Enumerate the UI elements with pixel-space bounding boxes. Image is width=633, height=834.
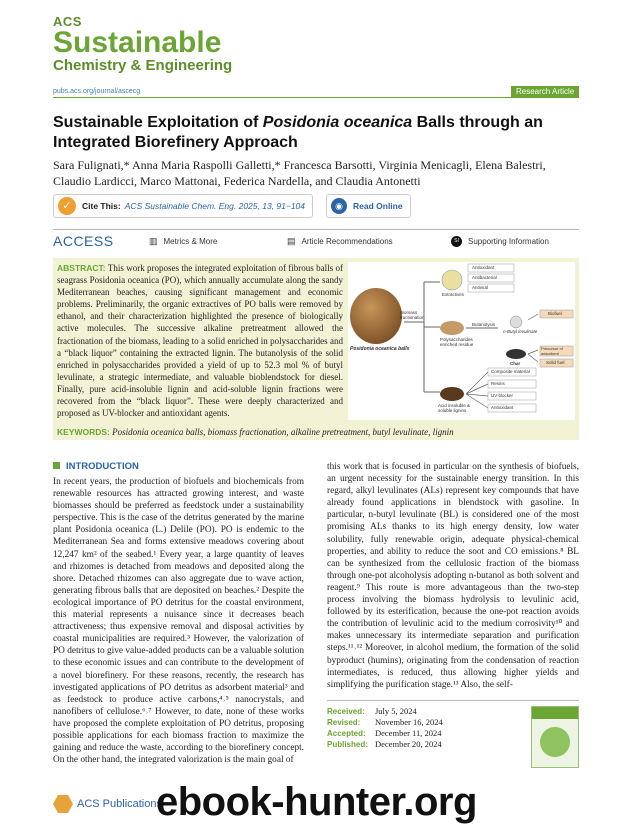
watermark: ebook-hunter.org [156,780,477,824]
bar-chart-icon: ▥ [149,235,158,246]
header-divider [53,97,579,98]
supporting-label: Supporting Information [468,236,549,246]
read-online-button[interactable] [326,194,411,218]
revised-label: Revised: [327,718,361,727]
article-icon: ▤ [287,235,296,246]
revised-date: November 16, 2024 [375,717,443,727]
read-online-icon: ◉ [331,198,347,214]
keywords-heading: KEYWORDS: [57,427,110,437]
publisher-name: ACS Publications [77,798,162,810]
accepted-label: Accepted: [327,729,366,738]
antiviral-label: Antiviral [472,285,489,290]
lignin-label: Acid insoluble & soluble lignins [438,403,471,413]
biofuel-label: Biofuel [548,311,562,316]
authors-line2[interactable]: Claudio Lardicci, Marco Mattonai, Federica Nardella, and Claudia Antonetti [53,174,421,188]
journal-url[interactable]: pubs.acs.org/journal/ascecg [53,88,141,95]
article-type-badge: Research Article [511,86,579,97]
received-date: July 5, 2024 [375,706,417,716]
author-list [53,157,583,189]
acs-publications-logo [53,794,162,814]
section-bullet-icon [53,462,60,469]
title-part2: Balls through an Integrated Biorefinery Approach [53,114,543,151]
acs-hexagon-icon [53,794,73,814]
article-title [53,113,573,153]
cite-icon: ✓ [58,197,76,215]
composite-label: Composite material [491,369,530,374]
char-label: Char [510,361,521,366]
abstract-heading: ABSTRACT: [57,263,106,273]
journal-logo-line1: ACS [53,14,82,29]
metrics-link[interactable] [149,236,287,247]
cite-label: Cite This: [82,201,121,211]
access-bar [53,232,579,250]
title-part1: Sustainable Exploitation of [53,114,263,131]
extractives-label: Extractives [442,292,465,297]
journal-cover-thumbnail[interactable] [531,706,579,768]
title-italic: Posidonia oceanica [262,114,413,131]
recommendations-label: Article Recommendations [301,236,393,246]
balls-label: Posidonia oceanica balls [350,346,410,352]
resins-label: Resins [491,381,505,386]
keywords-line [57,426,577,438]
polysaccharides-label: Polysaccharides enriched residue [440,337,474,347]
intro-column-1: In recent years, the production of biofuels and biochemicals from renewable resources has attracted growing interest, and waste biomasses should be preferred as feedstock under a sustainability perspective. This is the case of the detritus generated by the marine plant Posidonia oceanica (L.) Delile (PO). PO is endemic to the Mediterranean Sea and forms extensive meadows covering about 12,247 km² of the seabed.¹ Every year, a large quantity of leaves and rhizomes is detached from meadows and deposited along the shore. Detached rhizomes can also aggregate due to wave action, generating fibrous balls that are deposited on beaches.² Despite the ecological importance of PO detritus for the coastal environment, this material represents a nuisance since it decreases beach attractiveness; thus expensive removal and disposal activities by coastal municipalities are required.³ However, the valorization of PO detritus to give value-added products can be a valuable solution to these economic issues and can contribute to the development of a novel biorefinery. For these reasons, recently, the research has investigated applications of PO detritus as adsorbent material³ and as feedstock to produce active carbons,⁴˒⁵ nanocrystals, and nanofibers of cellulose.⁶˒⁷ However, to date, none of these works have proposed the complete exploitation of PO detritus, proposing possible applications for each biomass fraction to maximize the gaining and reduce the waste, according to the biorefinery concept. On the other hand, the integrated valorization is the main goal of [53,477,304,766]
abstract-body: This work proposes the integrated exploitation of fibrous balls of seagrass Posidonia oceanica (PO), which annually accumulate along the sandy Mediterranean beaches, causing significant management and economic problems. Preliminarily, the organic extractives of PO balls were removed by ethanol, and their characterization highlighted the presence of biologically active molecules. The successive alkaline pretreatment allowed the fractionation of the biomass, leading to a solid enriched in polysaccharides and a “black liquor” containing the extracted lignin. The butanolysis of the solid enriched in polysaccharides provided a yield of up to 52.3 mol % of butyl levulinate, a strategic intermediate, and valuable bioblendstock for diesel. Finally, pure acid-insoluble lignin and acid-soluble lignin fractions were recovered from the “black liquor”. These were deeply characterized and proposed as UV-blocker and antioxidant agents. [57,263,344,419]
toc-graphic [348,262,575,420]
antibacterial-label: Antibacterial [472,275,497,280]
accepted-date: December 11, 2024 [375,728,442,738]
intro-heading: INTRODUCTION [66,461,139,472]
metrics-label: Metrics & More [163,236,218,246]
intro-heading-wrap [53,461,139,472]
dates-rule [327,700,579,701]
journal-logo-line2: Sustainable [53,26,222,59]
antioxidant2-label: Antioxidant [491,405,514,410]
access-top-rule [53,229,579,230]
publication-dates [327,706,443,750]
abstract-text [57,262,343,419]
biomass-fractionation-label: Biomass fractionation [400,310,425,320]
read-online-label: Read Online [353,201,403,211]
received-label: Received: [327,707,365,716]
si-icon: SI [451,236,462,247]
intro-column-2: this work that is focused in particular on the synthesis of biofuels, an urgent necessity for the sustainable energy transition. In this regard, alkyl levulinates (ALs) represent key compounds that have already found applications in blendstock with gasoline. In particular, n-butyl levulinate (BL) is considered one of the most promising ALs thanks to its high energy density, low water solubility, fully renewable origin, adequate physical-chemical properties, and ability to reduce the soot and CO emissions.⁸ BL can be synthesized from the cellulosic fraction of the biomass through one-pot alcoholysis adopting n-butanol as both solvent and reagent.⁹ This route is more advantageous than the two-step process involving the biomass hydrolysis to levulinic acid, followed by its esterification, because the one-pot reaction avoids the contribution of levulinic acid to the medium corrosivity¹⁰ and makes unnecessary its intermediate separation and purification steps.¹¹˒¹² Moreover, in alcohol medium, the formation of the solid byproduct (humins), originating from the condensation of reaction intermediates, is reduced, thus allowing higher yields and simplifying the purification stage.¹³ Also, the self- [327,462,579,690]
authors-line1[interactable]: Sara Fulignati,* Anna Maria Raspolli Galletti,* Francesca Barsotti, Virginia Menicagli, Elena Balestri, [53,158,546,172]
access-label: ACCESS [53,233,114,249]
solid-fuel-label: Solid fuel [546,360,565,365]
uv-blocker-label: UV-blocker [491,393,514,398]
precursor-label: Precursor of adsorbent [541,346,563,356]
butanolysis-label: Butanolysis [472,322,496,327]
published-label: Published: [327,740,368,749]
journal-logo [53,14,232,74]
keywords-text: Posidonia oceanica balls, biomass fractionation, alkaline pretreatment, butyl levulinate, lignin [112,427,454,437]
supporting-link[interactable] [451,236,549,247]
butyl-levulinate-label: n-Butyl levulinate [503,329,538,334]
published-date: December 20, 2024 [375,739,442,749]
cite-reference[interactable]: ACS Sustainable Chem. Eng. 2025, 13, 91−104 [124,201,306,211]
cite-box [53,194,313,218]
recommendations-link[interactable] [287,236,451,247]
journal-logo-line3: Chemistry & Engineering [53,57,233,74]
antioxidant-label: Antioxidant [472,265,495,270]
